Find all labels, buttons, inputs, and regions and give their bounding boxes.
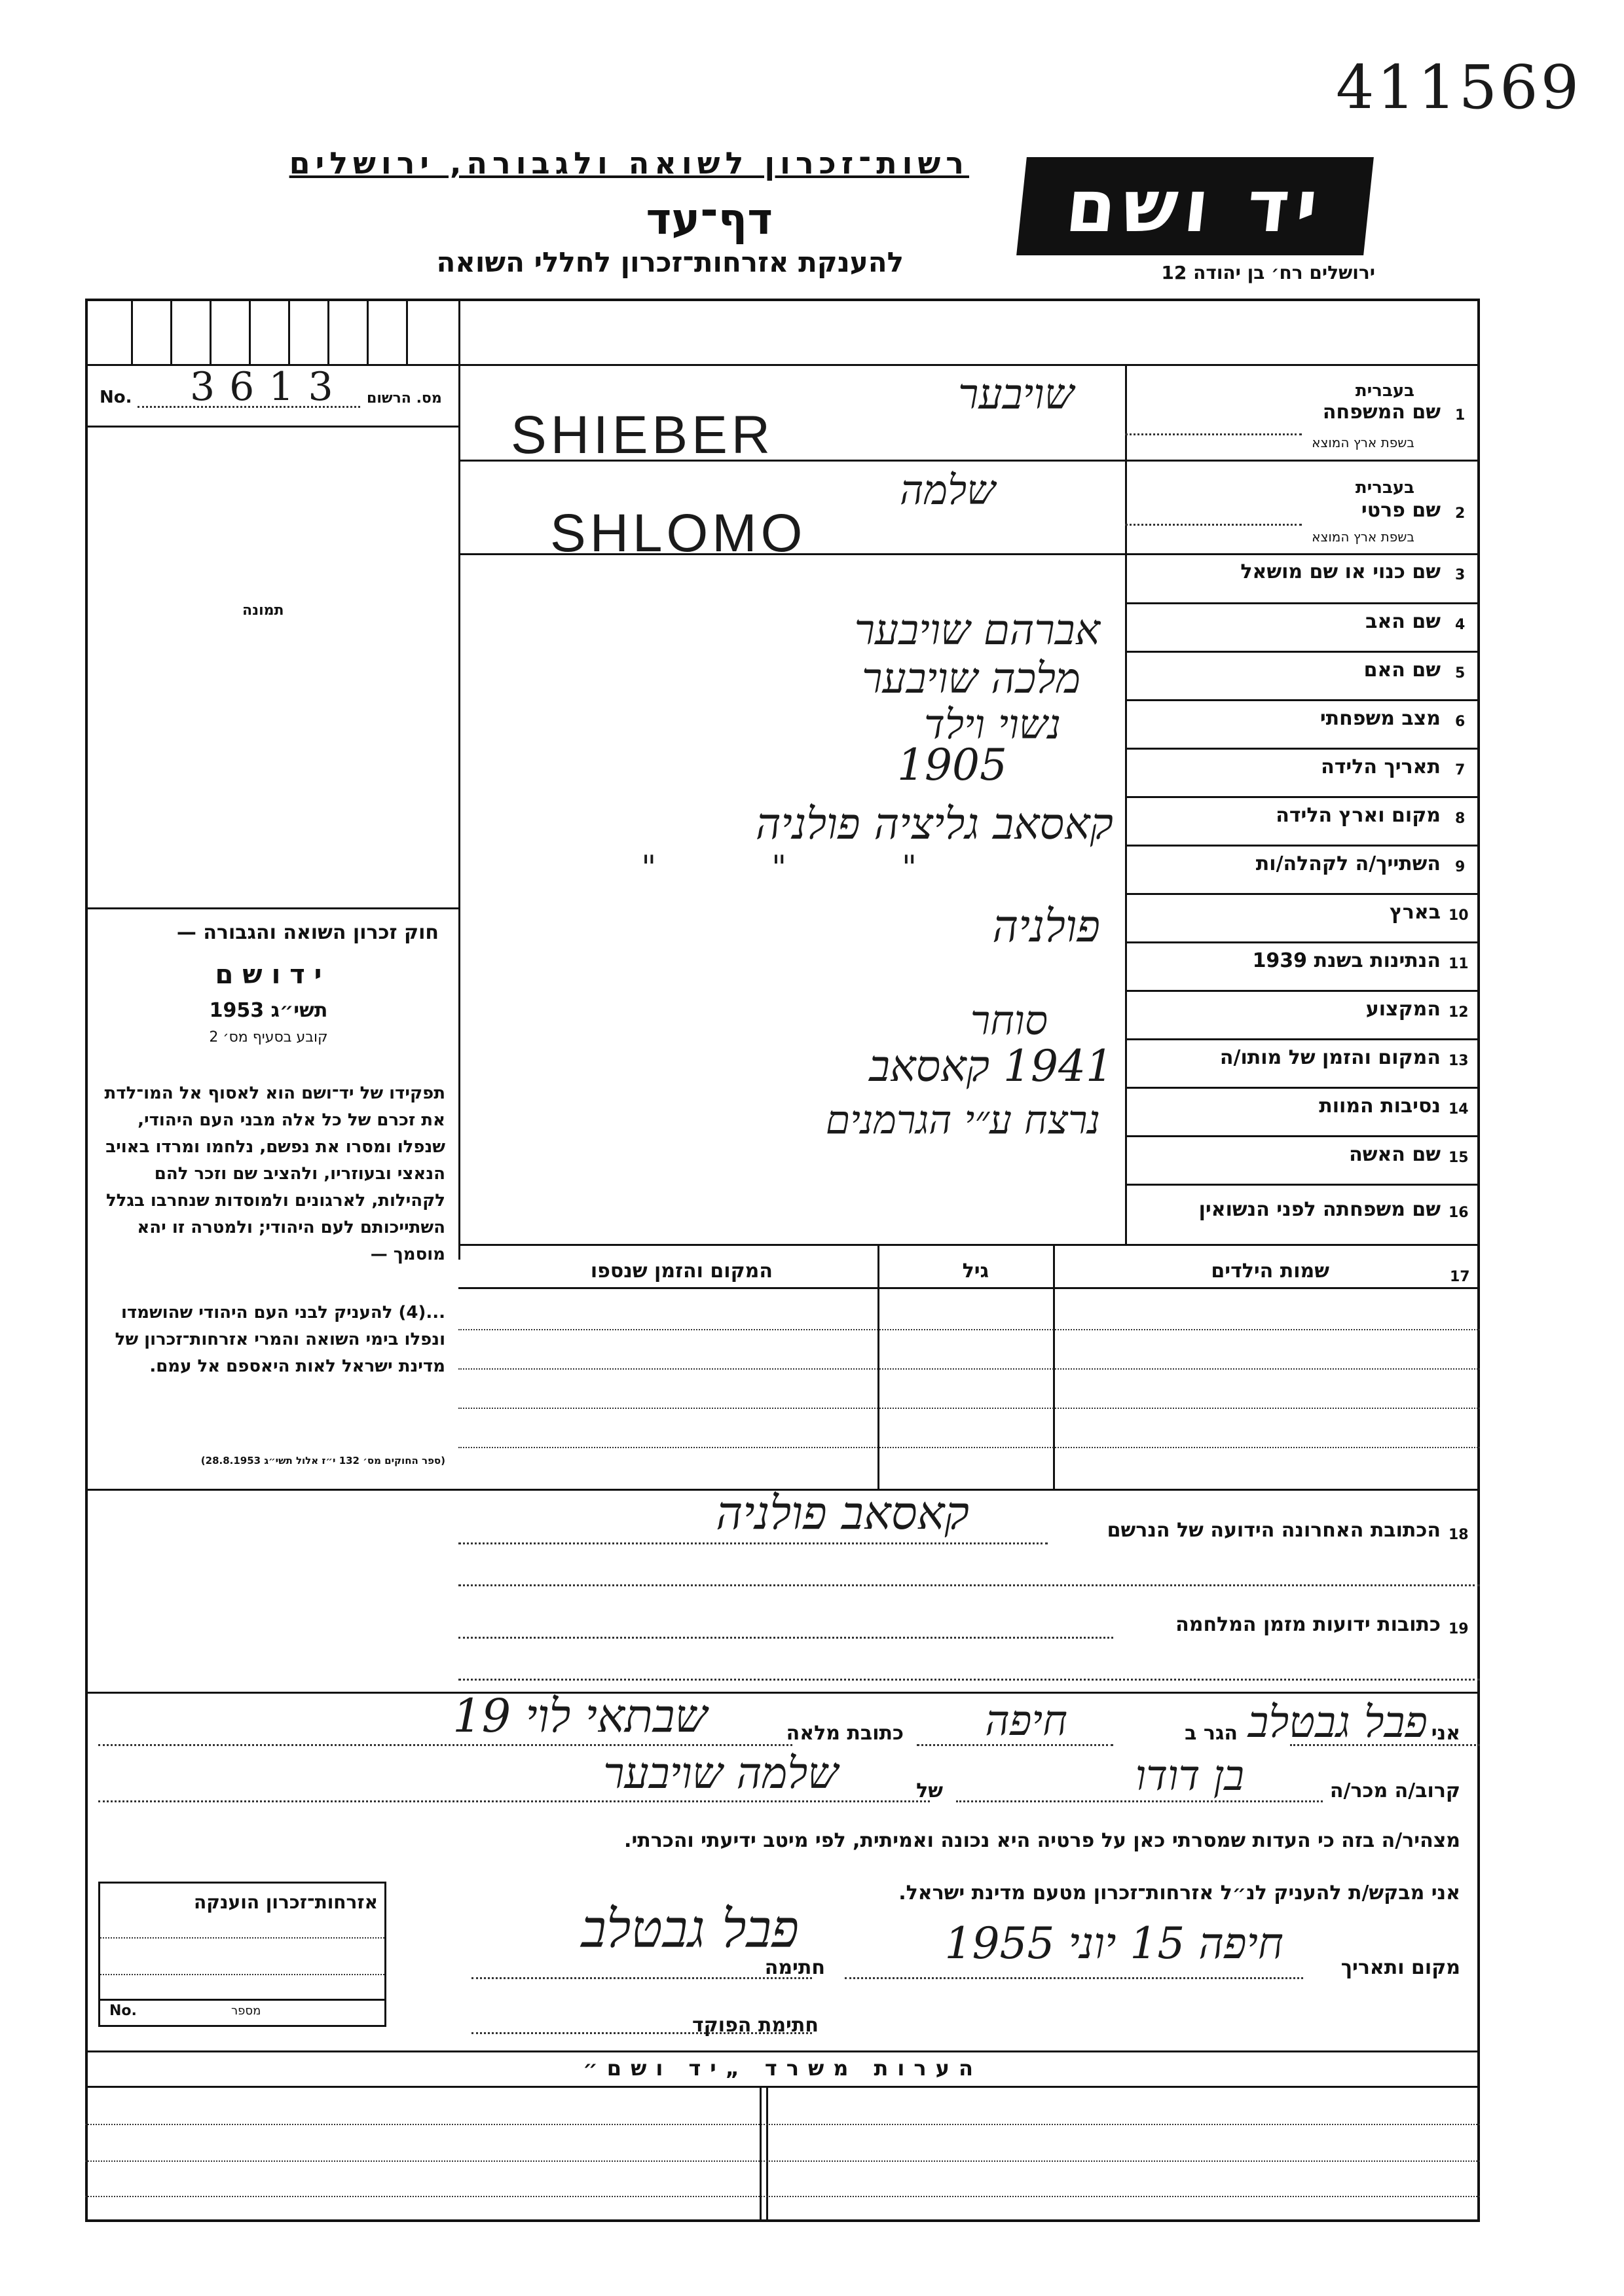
field-15-num: 15 — [1449, 1150, 1469, 1166]
field-8-num: 8 — [1455, 811, 1466, 827]
decl-signature: פבל גבטלב — [581, 1899, 799, 1959]
field-10-label: בארץ — [1389, 901, 1441, 924]
decl-ani: אני — [1431, 1722, 1460, 1745]
form-subtitle: להענקת אזרחות־זכרון לחללי השואה — [436, 246, 904, 278]
field-13-num: 13 — [1449, 1053, 1469, 1069]
citizenship-title: אזרחות־זכרון הוענקה — [194, 1891, 378, 1913]
field-19-label: כתובות ידועות מזמן המלחמה — [1175, 1613, 1441, 1636]
law-text-2: ...(4) להעניק לבני העם היהודי שהושמדו ונפלו בימי השואה והמרי אזרחות־זכרון של מדינת ישראל לאות היאספם אל עמם. — [115, 1303, 445, 1376]
law-clause: קובע בסעיף מס׳ 2 — [209, 1029, 328, 1046]
reg-label: מס. הרשום — [367, 390, 442, 407]
decl-resides-label: הגר ב — [1185, 1722, 1238, 1745]
field-6-num: 6 — [1455, 714, 1466, 730]
field-14-num: 14 — [1449, 1101, 1469, 1118]
field-18-num: 18 — [1449, 1527, 1469, 1543]
photo-label: תמונה — [242, 602, 284, 619]
authority-title: רשות־זכרון לשואה ולגבורה, ירושלים — [289, 145, 969, 181]
field-3-label: שם כנוי או שם מושאל — [1240, 560, 1441, 583]
field-1-sub-hebrew: בעברית — [1355, 381, 1414, 401]
field-7-value: 1905 — [897, 740, 1007, 790]
field-18-label: הכתובת האחרונה הידועה של הנרשם — [1107, 1519, 1441, 1542]
form-title: דף־עד — [646, 194, 773, 244]
field-10-num: 10 — [1449, 907, 1469, 924]
law-name: י ד ו ש ם — [215, 960, 322, 990]
field-1-label: שם המשפחה — [1322, 401, 1441, 424]
field-12-num: 12 — [1449, 1004, 1469, 1021]
field-1-sub-origin: בשפת ארץ המוצא — [1312, 435, 1414, 450]
field-2-num: 2 — [1455, 505, 1466, 522]
decl-place-date: חיפה 15 יוני 1955 — [944, 1918, 1283, 1969]
law-title: חוק זכרון השואה והגבורה — — [176, 921, 439, 944]
decl-officer-label: חתימת הפוקד — [692, 2014, 819, 2037]
field-12-label: המקצוע — [1365, 998, 1441, 1021]
children-col-names: שמות הילדים — [1211, 1260, 1329, 1283]
law-source: (ספר החוקים מס׳ 132 י״ז אלול תשי״ג 28.8.1953) — [200, 1455, 445, 1467]
field-11-label: הנתינות בשנת 1939 — [1252, 949, 1441, 972]
field-7-label: תאריך הלידה — [1321, 756, 1441, 778]
logo-text: יד ושם — [1061, 164, 1329, 248]
field-14-value: נרצח ע״י הגרמנים — [825, 1097, 1100, 1143]
field-14-label: נסיבות המוות — [1319, 1095, 1441, 1118]
field-2-latin-value: SHLOMO — [550, 503, 807, 563]
decl-of-name: שלמה שויבער — [603, 1748, 838, 1798]
field-8-value: קאסאב גליציה פולניה — [755, 799, 1113, 849]
field-7-num: 7 — [1455, 762, 1466, 778]
field-16-label: שם משפחתה לפני הנשואין — [1198, 1198, 1441, 1221]
decl-city: חיפה — [985, 1697, 1067, 1745]
field-5-num: 5 — [1455, 665, 1466, 682]
field-11-num: 11 — [1449, 956, 1469, 972]
field-10-value: פולניה — [992, 901, 1100, 953]
field-1-hebrew-value: שויבער — [958, 371, 1074, 419]
field-2-hebrew-value: שלמה — [900, 466, 995, 514]
field-9-num: 9 — [1455, 859, 1466, 875]
field-19-num: 19 — [1449, 1621, 1469, 1637]
citizenship-no-label: No. — [109, 2003, 137, 2019]
field-5-label: שם האם — [1363, 659, 1441, 682]
yad-vashem-logo — [1016, 157, 1374, 255]
decl-name: פבל גבטלב — [1247, 1697, 1428, 1747]
field-1-num: 1 — [1455, 407, 1466, 424]
field-6-label: מצב משפחתי — [1320, 707, 1441, 730]
field-4-num: 4 — [1455, 617, 1466, 633]
field-2-sub-origin: בשפת ארץ המוצא — [1312, 529, 1414, 545]
field-9-value: " " " — [641, 848, 969, 886]
decl-of-label: של — [916, 1779, 943, 1802]
decl-statement-2: אני מבקש/ת להעניק לנ״ל אזרחות־זכרון מטעם מדינת ישראל. — [898, 1882, 1460, 1904]
reg-number: 3613 — [190, 364, 348, 410]
children-col-age: גיל — [962, 1260, 989, 1283]
decl-signature-label: חתימה — [764, 1956, 825, 1979]
law-year: תשי״ג 1953 — [209, 999, 328, 1022]
decl-relation: בן דודו — [1135, 1752, 1244, 1800]
decl-address-label: כתובת מלאה — [786, 1722, 904, 1745]
field-4-label: שם האב — [1365, 610, 1441, 633]
field-18-value: קאסאב פולניה — [716, 1486, 969, 1540]
field-16-num: 16 — [1449, 1205, 1469, 1221]
field-1-latin-value: SHIEBER — [511, 405, 774, 465]
field-12-value: סוחר — [970, 996, 1048, 1044]
field-5-value: מלכה שויבער — [862, 655, 1080, 703]
citizenship-number-label: מספר — [231, 2004, 261, 2018]
field-3-num: 3 — [1455, 567, 1466, 583]
decl-relative-label: קרוב/ה מכר/ה — [1329, 1779, 1460, 1802]
field-6-value: נשוי וילד — [923, 701, 1061, 748]
field-2-sub-hebrew: בעברית — [1355, 478, 1414, 498]
field-9-label: השתייך/ה לקהלה/ות — [1255, 852, 1441, 875]
decl-address: שבתאי לוי 19 — [452, 1689, 707, 1743]
field-8-label: מקום וארץ הלידה — [1276, 804, 1441, 827]
field-2-label: שם פרטי — [1361, 499, 1441, 522]
decl-place-date-label: מקום ותאריך — [1340, 1956, 1460, 1979]
archive-number: 411569 — [1336, 52, 1582, 122]
reg-no-label: No. — [100, 388, 132, 407]
field-13-value: 1941 קאסאב — [869, 1041, 1113, 1091]
law-text: תפקידו של יד־ושם הוא לאסוף אל המו־לדת את זכרם של כל אלה מבני העם היהודי, שנפלו ומסרו את נפשם, נלחמו ומרדו באויב הנאצי ובעוזריו, ולהציב שם וזכר להם לקהילות, לארגונים ולמוסדות שנחרבו בגלל השתייכותם לעם היהודי; ולמטרה זו יהא מוסמך — — [104, 1084, 445, 1264]
decl-statement-1: מצהיר/ה בזה כי העדות שמסרתי כאן על פרטיה היא נכונה ואמיתית, לפי מיטב ידיעתי והכרתי. — [624, 1829, 1460, 1852]
logo-address: ירושלים רח׳ בן יהודה 12 — [1161, 262, 1375, 283]
field-17-num: 17 — [1450, 1269, 1470, 1285]
citizenship-box — [98, 1882, 386, 2027]
field-4-value: אברהם שויבער — [854, 606, 1100, 655]
office-notes-title: הערות משרד „יד ושם״ — [583, 2056, 982, 2081]
field-15-label: שם האשה — [1349, 1143, 1441, 1166]
field-13-label: המקום והזמן של מותו/ה — [1219, 1046, 1441, 1069]
children-col-place: המקום והזמן שנספו — [590, 1260, 773, 1283]
